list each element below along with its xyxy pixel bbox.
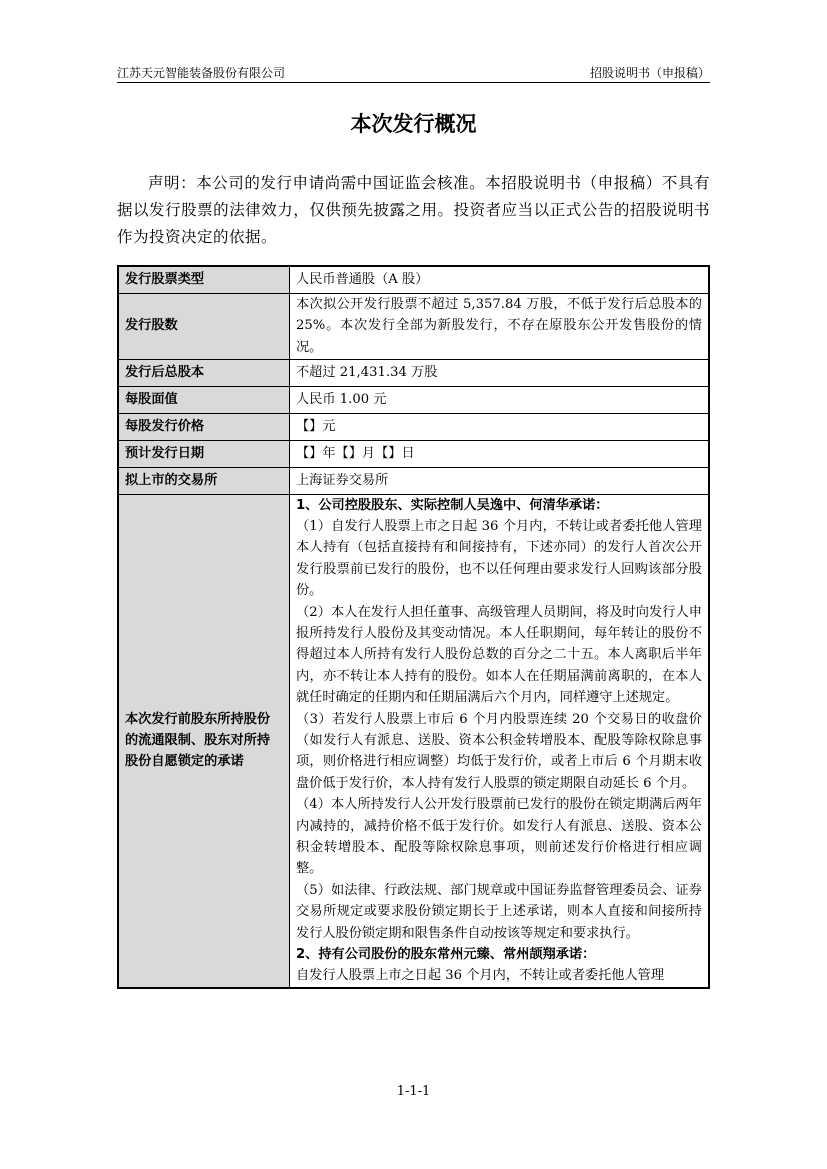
lockup-paragraph-5: （5）如法律、行政法规、部门规章或中国证券监督管理委员会、证券交易所规定或要求股份锁定期长于上述承诺，则本人直接和间接所持发行人股份锁定期和限售条件自动按该等规定和要求执行。 bbox=[296, 882, 702, 941]
lockup-paragraph-2: （2）本人在发行人担任董事、高级管理人员期间，将及时向发行人申报所持发行人股份及其变动情况。本人任职期间，每年转让的股份不得超过本人所持有发行人股份总数的百分之二十五。本人离职后半年内，亦不转让本人持有的股份。如本人在任期届满前离职的，在本人就任时确定的任期内和任期届满后六个月内，同样遵守上述规定。 bbox=[296, 604, 702, 706]
row-label-issue-date: 预计发行日期 bbox=[118, 440, 290, 467]
lockup-paragraph-6: 自发行人股票上市之日起 36 个月内，不转让或者委托他人管理 bbox=[296, 968, 665, 984]
table-row bbox=[118, 386, 709, 413]
lockup-paragraph-1: （1）自发行人股票上市之日起 36 个月内，不转让或者委托他人管理本人持有（包括直接持有和间接持有，下述亦同）的发行人首次公开发行股票前已发行的股份，也不以任何理由要求发行人回购该部分股份。 bbox=[296, 518, 702, 599]
page-header bbox=[117, 64, 710, 83]
row-label-exchange: 拟上市的交易所 bbox=[118, 467, 290, 494]
lockup-heading-1: 1、公司控股股东、实际控制人吴逸中、何清华承诺： bbox=[296, 497, 609, 513]
page-number: 1-1-1 bbox=[396, 1084, 431, 1099]
lockup-paragraph-3: （3）若发行人股票上市后 6 个月内股票连续 20 个交易日的收盘价（如发行人有派息、送股、资本公积金转增股本、配股等除权除息事项，则价格进行相应调整）均低于发行价，或者上市后 6 个月期末收盘价低于发行价，本人持有发行人股票的锁定期限自动延长 6 个月。 bbox=[296, 711, 702, 791]
row-value-stock-type: 人民币普通股（A 股） bbox=[290, 266, 710, 293]
table-row bbox=[118, 413, 709, 440]
table-row bbox=[118, 440, 709, 467]
row-label-issue-shares: 发行股数 bbox=[118, 293, 290, 359]
lockup-paragraph-4: （4）本人所持发行人公开发行股票前已发行的股份在锁定期满后两年内减持的，减持价格不低于发行价。如发行人有派息、送股、资本公积金转增股本、配股等除权除息事项，则前述发行价格进行相应调整。 bbox=[296, 797, 702, 877]
table-row bbox=[118, 266, 709, 293]
offering-overview-table bbox=[117, 265, 710, 989]
row-value-exchange: 上海证券交易所 bbox=[290, 467, 710, 494]
header-company-name: 江苏天元智能装备股份有限公司 bbox=[117, 66, 286, 80]
row-label-lockup: 本次发行前股东所持股份的流通限制、股东对所持股份自愿锁定的承诺 bbox=[118, 494, 290, 988]
row-value-issue-price: 【】元 bbox=[290, 413, 710, 440]
row-label-par-value: 每股面值 bbox=[118, 386, 290, 413]
row-value-lockup bbox=[290, 494, 710, 988]
row-value-total-shares: 不超过 21,431.34 万股 bbox=[290, 359, 710, 386]
row-value-par-value: 人民币 1.00 元 bbox=[290, 386, 710, 413]
table-row bbox=[118, 359, 709, 386]
row-label-issue-price: 每股发行价格 bbox=[118, 413, 290, 440]
lockup-heading-2: 2、持有公司股份的股东常州元臻、常州颉翔承诺： bbox=[296, 947, 596, 963]
page-title: 本次发行概况 bbox=[350, 112, 477, 136]
table-row bbox=[118, 494, 709, 988]
header-document-name: 招股说明书（申报稿） bbox=[589, 66, 710, 80]
row-value-issue-shares: 本次拟公开发行股票不超过 5,357.84 万股，不低于发行后总股本的 25%。本次发行全部为新股发行，不存在原股东公开发售股份的情况。 bbox=[290, 293, 710, 359]
table-row bbox=[118, 293, 709, 359]
row-value-issue-date: 【】年【】月【】日 bbox=[290, 440, 710, 467]
row-label-stock-type: 发行股票类型 bbox=[118, 266, 290, 293]
table-row bbox=[118, 467, 709, 494]
row-label-total-shares: 发行后总股本 bbox=[118, 359, 290, 386]
disclaimer-statement: 声明：本公司的发行申请尚需中国证监会核准。本招股说明书（申报稿）不具有据以发行股票的法律效力，仅供预先披露之用。投资者应当以正式公告的招股说明书作为投资决定的依据。 bbox=[117, 174, 710, 246]
